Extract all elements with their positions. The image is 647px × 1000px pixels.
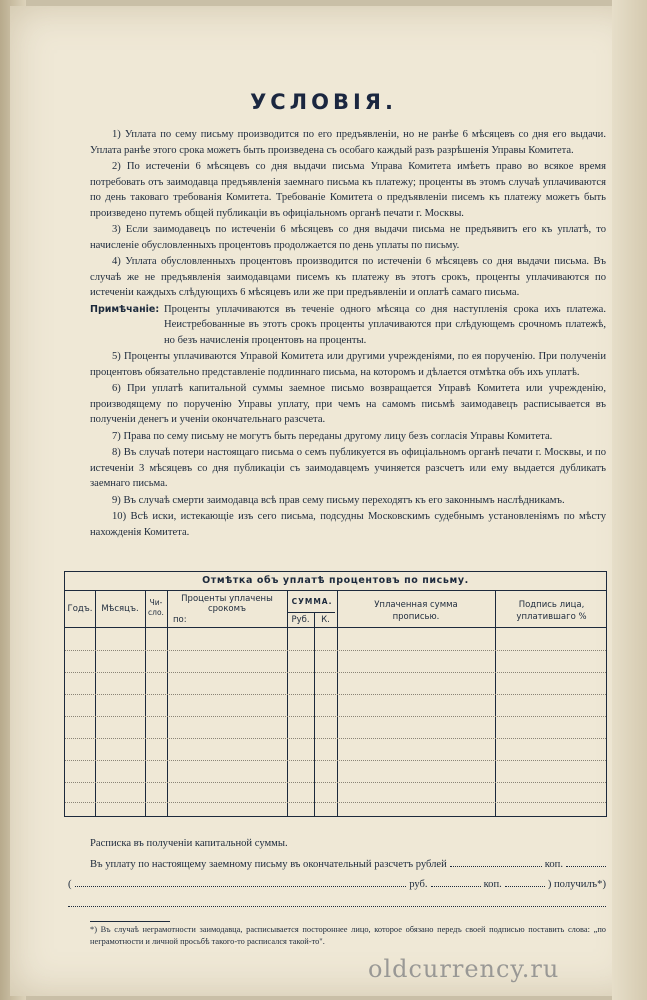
- interest-payment-table: [64, 571, 607, 817]
- note-block: [90, 302, 606, 349]
- table-row-line: [65, 694, 606, 695]
- footnote-rule: [90, 921, 170, 922]
- condition-8: 8) Въ случаѣ потери настоящаго письма о семъ публикуется въ офиціальномъ органѣ печати г. Москвы, и по истеченіи 3 мѣсяцевъ со дня публикаціи съ заимодавцемъ учиняется разсчетъ или ему выдается дубликатъ заемнаго письма.: [90, 447, 606, 489]
- header-bottom-line: [65, 627, 606, 628]
- table-title: Отмѣтка объ уплатѣ процентовъ по письму.: [65, 572, 606, 591]
- amount-words-kop2-field[interactable]: [505, 876, 545, 887]
- table-row-line: [65, 650, 606, 651]
- table-row-line: [65, 672, 606, 673]
- footnote: *) Въ случаѣ неграмотности заимодавца, расписывается постороннее лицо, которое обязано передъ своей подписью поставить слова: „по неграмотности и личной просьбѣ такого-то расписался такой-то".: [90, 925, 606, 946]
- condition-3: 3) Если заимодавецъ по истеченіи 6 мѣсяцевъ со дня выдачи письма не предъявитъ его къ уплатѣ, то начисленіе обусловленныхъ процентовъ продолжается по день уплаты по письму.: [90, 224, 606, 251]
- document-title: УСЛОВІЯ.: [250, 90, 397, 114]
- header-percent-3: по:: [173, 615, 187, 625]
- amount-rub-field[interactable]: [450, 856, 542, 867]
- header-sum: СУММА.: [291, 597, 333, 606]
- conditions-text: [90, 127, 606, 541]
- amount-words-field[interactable]: [75, 876, 407, 887]
- header-day: Чи- сло.: [148, 598, 164, 617]
- receipt-line1-text: Въ уплату по настоящему заемному письму въ окончательный разсчетъ рублей: [90, 859, 447, 870]
- receipt-line-2: [68, 876, 606, 890]
- sum-subheader-line: [287, 612, 335, 613]
- header-paid-2: прописью.: [392, 612, 440, 622]
- header-year: Годъ.: [67, 604, 93, 614]
- watermark: oldcurrency.ru: [368, 955, 560, 983]
- header-kop: К.: [321, 615, 330, 625]
- condition-2: 2) По истеченіи 6 мѣсяцевъ со дня выдачи письма Управа Комитета имѣетъ право во всякое время потребовать отъ заимодавца предъявленія заемнаго письма къ платежу; проценты въ этомъ случаѣ уплачиваются по день таковаго требованія Комитета. Требованіе Комитета о предъявленіи писемъ къ платежу можетъ быть произведено путемъ общей публикаціи въ офиціальномъ органѣ печати г. Москвы.: [90, 161, 606, 219]
- signature-field[interactable]: [68, 896, 606, 907]
- receipt-heading: Расписка въ полученіи капитальной суммы.: [90, 838, 288, 849]
- receipt-line2-open: (: [68, 879, 72, 890]
- condition-7: 7) Права по сему письму не могутъ быть переданы другому лицу безъ согласія Управы Комитета.: [112, 430, 553, 442]
- header-percent-1: Проценты уплачены: [181, 594, 273, 604]
- header-sign-1: Подпись лица,: [518, 600, 585, 610]
- condition-9: 9) Въ случаѣ смерти заимодавца всѣ прав сему письму переходятъ къ его законнымъ наслѣдникамъ.: [112, 494, 565, 506]
- amount-kop-field[interactable]: [566, 856, 606, 867]
- note-label: Примѣчаніе:: [90, 303, 160, 315]
- table-row-line: [65, 782, 606, 783]
- table-row-line: [65, 760, 606, 761]
- note-text: Проценты уплачиваются въ теченіе одного мѣсяца со дня наступленія срока ихъ платежа. Неистребованные въ этотъ срокъ проценты уплачиваются при слѣдующемъ срочномъ платежѣ, но безъ начисленія процентовъ на проценты.: [164, 303, 606, 346]
- receipt-line2-rub: руб.: [409, 879, 428, 890]
- header-month: Мѣсяцъ.: [101, 604, 139, 614]
- signature-line[interactable]: [68, 896, 606, 910]
- amount-words-kop-field[interactable]: [431, 876, 481, 887]
- col-divider: [314, 612, 315, 816]
- receipt-line2-kop: коп.: [483, 879, 502, 890]
- table-row-line: [65, 716, 606, 717]
- receipt-line1-kop: коп.: [544, 859, 563, 870]
- table-row-line: [65, 738, 606, 739]
- receipt-line2-close: ) получилъ*): [547, 879, 606, 890]
- condition-10: 10) Всѣ иски, истекающіе изъ сего письма, подсудны Московскимъ судебнымъ установленіямъ по мѣсту нахожденія Комитета.: [90, 511, 606, 538]
- condition-1: 1) Уплата по сему письму производится по его предъявленіи, но не ранѣе 6 мѣсяцевъ со дня его выдачи. Уплата ранѣе этого срока можетъ быть произведена съ особаго каждый разъ разрѣшенія Управы Комитета.: [90, 129, 606, 156]
- condition-4: 4) Уплата обусловленныхъ процентовъ производится по истеченіи 6 мѣсяцевъ со дня выдачи письма. Въ случаѣ же не предъявленія заимодавцами писемъ къ платежу въ этотъ срокъ, проценты уплачиваются по истеченіи каждыхъ слѣдующихъ 6 мѣсяцевъ или же при предъявленіи и оплатѣ самаго письма.: [90, 256, 606, 298]
- table-row-line: [65, 802, 606, 803]
- header-sign-2: уплатившаго %: [516, 612, 587, 622]
- receipt-line-1: [90, 856, 606, 870]
- header-paid-1: Уплаченная сумма: [374, 600, 458, 610]
- condition-6: 6) При уплатѣ капитальной суммы заемное письмо возвращается Управѣ Комитета или учрежденію, производящему по порученію Управы уплату, при чемъ на самомъ письмѣ заимодавецъ расписывается въ полученіи денегъ и ученіи окончательнаго разсчета.: [90, 383, 606, 425]
- condition-5: 5) Проценты уплачиваются Управой Комитета или другими учрежденіями, по ея порученію. При полученіи процентовъ обязательно представленіе подлиннаго письма, на которомъ и дѣлается отмѣтка объ ихъ уплатѣ.: [90, 351, 606, 378]
- header-rub: Руб.: [291, 615, 310, 625]
- paper-edge-right: [612, 0, 647, 1000]
- header-percent-2: срокомъ: [207, 604, 247, 614]
